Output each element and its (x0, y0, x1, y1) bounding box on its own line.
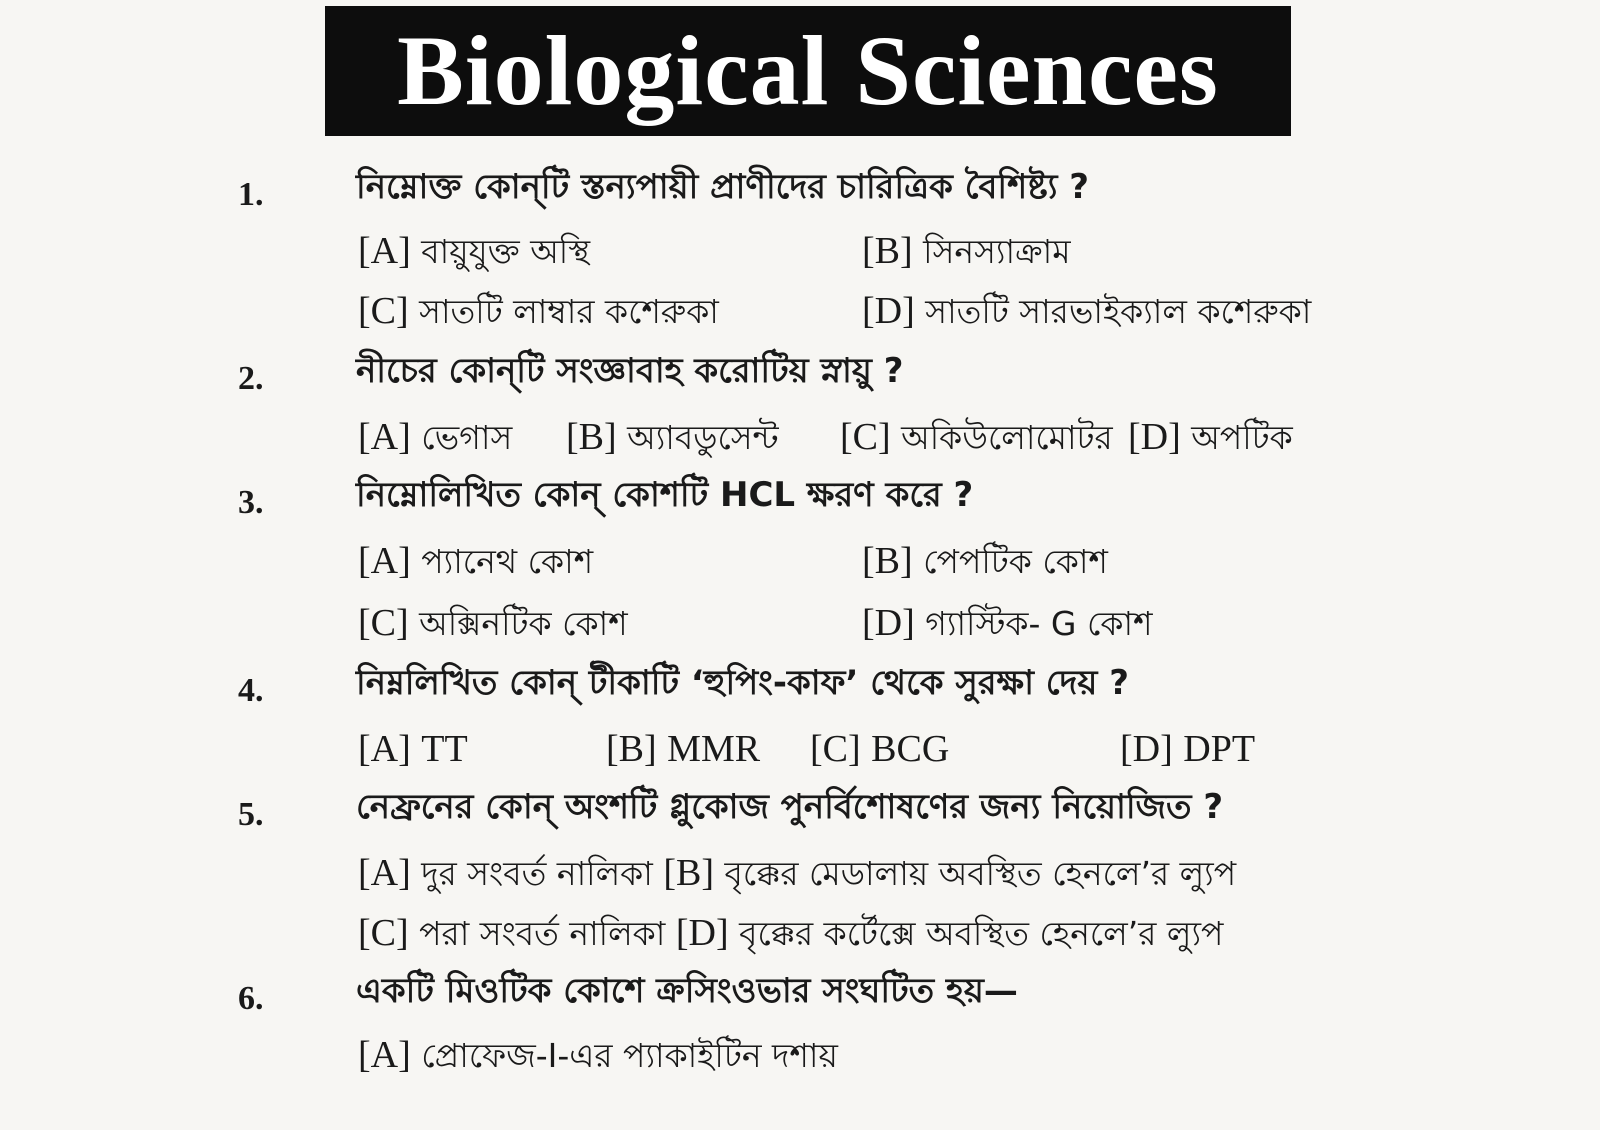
option-text: অপটিক (1191, 418, 1293, 457)
option-letter: [D] (862, 290, 915, 332)
option-a (358, 730, 468, 768)
option-b (606, 730, 760, 768)
question-number: 5. (238, 796, 264, 833)
option-text: বৃক্কের কর্টেক্সে অবস্থিত হেনলে’র ল্যুপ (739, 914, 1224, 953)
question-text: নীচের কোন্‌টি সংজ্ঞাবাহ করোটিয় স্নায়ু ? (356, 351, 904, 391)
option-text: সাতটি সারভাইক্যাল কশেরুকা (925, 292, 1312, 331)
option-text: বৃক্কের মেডালায় অবস্থিত হেনলে’র ল্যুপ (724, 854, 1237, 893)
option-b (862, 542, 1108, 580)
option-text: অ্যাবডুসেন্ট (627, 418, 779, 457)
page-title: Biological Sciences (397, 15, 1219, 126)
option-text: সিনস্যাক্রাম (923, 232, 1071, 271)
option-letter: [B] (862, 230, 913, 272)
option-letter: [C] (840, 416, 891, 458)
option-letter: [A] (358, 416, 411, 458)
question-text: নেফ্রনের কোন্‌ অংশটি গ্লুকোজ পুনর্বিশোষণের জন্য নিয়োজিত ? (356, 787, 1224, 827)
option-letter: [D] (862, 602, 915, 644)
option-text: প্রোফেজ-I-এর প্যাকাইটিন দশায় (421, 1036, 838, 1075)
option-letter: [C] (358, 290, 409, 332)
option-a (358, 1036, 838, 1074)
option-text: DPT (1183, 728, 1256, 770)
option-letter: [B] (862, 540, 913, 582)
question-text: নিম্নোলিখিত কোন্‌ কোশটি HCL ক্ষরণ করে ? (356, 475, 974, 515)
option-text: TT (421, 728, 468, 770)
option-d (1120, 730, 1255, 768)
option-text: অক্সিনটিক কোশ (419, 604, 628, 643)
question-number: 3. (238, 484, 264, 521)
option-row-cd (358, 914, 1223, 952)
option-text: পেপটিক কোশ (923, 542, 1108, 581)
option-text: দুর সংবর্ত নালিকা (421, 854, 653, 893)
option-c (358, 604, 628, 642)
option-letter: [A] (358, 728, 411, 770)
option-text: পরা সংবর্ত নালিকা (419, 914, 666, 953)
option-d (862, 292, 1311, 330)
option-text: গ্যাস্টিক- G কোশ (925, 604, 1153, 643)
option-letter: [A] (358, 852, 411, 894)
option-b (566, 418, 779, 456)
option-letter: [D] (1120, 728, 1173, 770)
option-letter: [A] (358, 230, 411, 272)
option-text: অকিউলোমোটর (901, 418, 1113, 457)
question-text: নিম্নোক্ত কোন্‌টি স্তন্যপায়ী প্রাণীদের চারিত্রিক বৈশিষ্ট্য ? (356, 167, 1090, 207)
option-a (358, 418, 512, 456)
option-letter: [B] (663, 852, 714, 894)
question-text: একটি মিওটিক কোশে ক্রসিংওভার সংঘটিত হয়— (356, 971, 1018, 1011)
option-c (358, 292, 719, 330)
option-letter: [C] (358, 602, 409, 644)
option-letter: [D] (675, 912, 729, 954)
option-a (358, 232, 590, 270)
question-number: 6. (238, 980, 264, 1017)
option-c (840, 418, 1113, 456)
option-row-ab (358, 854, 1236, 892)
option-d (1128, 418, 1293, 456)
option-letter: [B] (606, 728, 657, 770)
question-number: 1. (238, 176, 264, 213)
title-banner (325, 6, 1291, 136)
option-text: ভেগাস (421, 418, 513, 457)
option-letter: [D] (1128, 416, 1181, 458)
option-letter: [C] (810, 728, 861, 770)
option-c (810, 730, 949, 768)
option-d (862, 604, 1153, 642)
option-letter: [A] (358, 1034, 411, 1076)
question-number: 4. (238, 672, 264, 709)
option-letter: [C] (358, 912, 409, 954)
option-letter: [A] (358, 540, 411, 582)
option-letter: [B] (566, 416, 617, 458)
option-text: MMR (667, 728, 761, 770)
option-a (358, 542, 593, 580)
question-text: নিম্নলিখিত কোন্‌ টীকাটি ‘হুপিং-কাফ’ থেকে সুরক্ষা দেয় ? (356, 663, 1130, 703)
option-b (862, 232, 1071, 270)
option-text: BCG (871, 728, 950, 770)
question-number: 2. (238, 360, 264, 397)
option-text: বায়ুযুক্ত অস্থি (421, 232, 591, 271)
option-text: প্যানেথ কোশ (421, 542, 594, 581)
option-text: সাতটি লাম্বার কশেরুকা (419, 292, 719, 331)
